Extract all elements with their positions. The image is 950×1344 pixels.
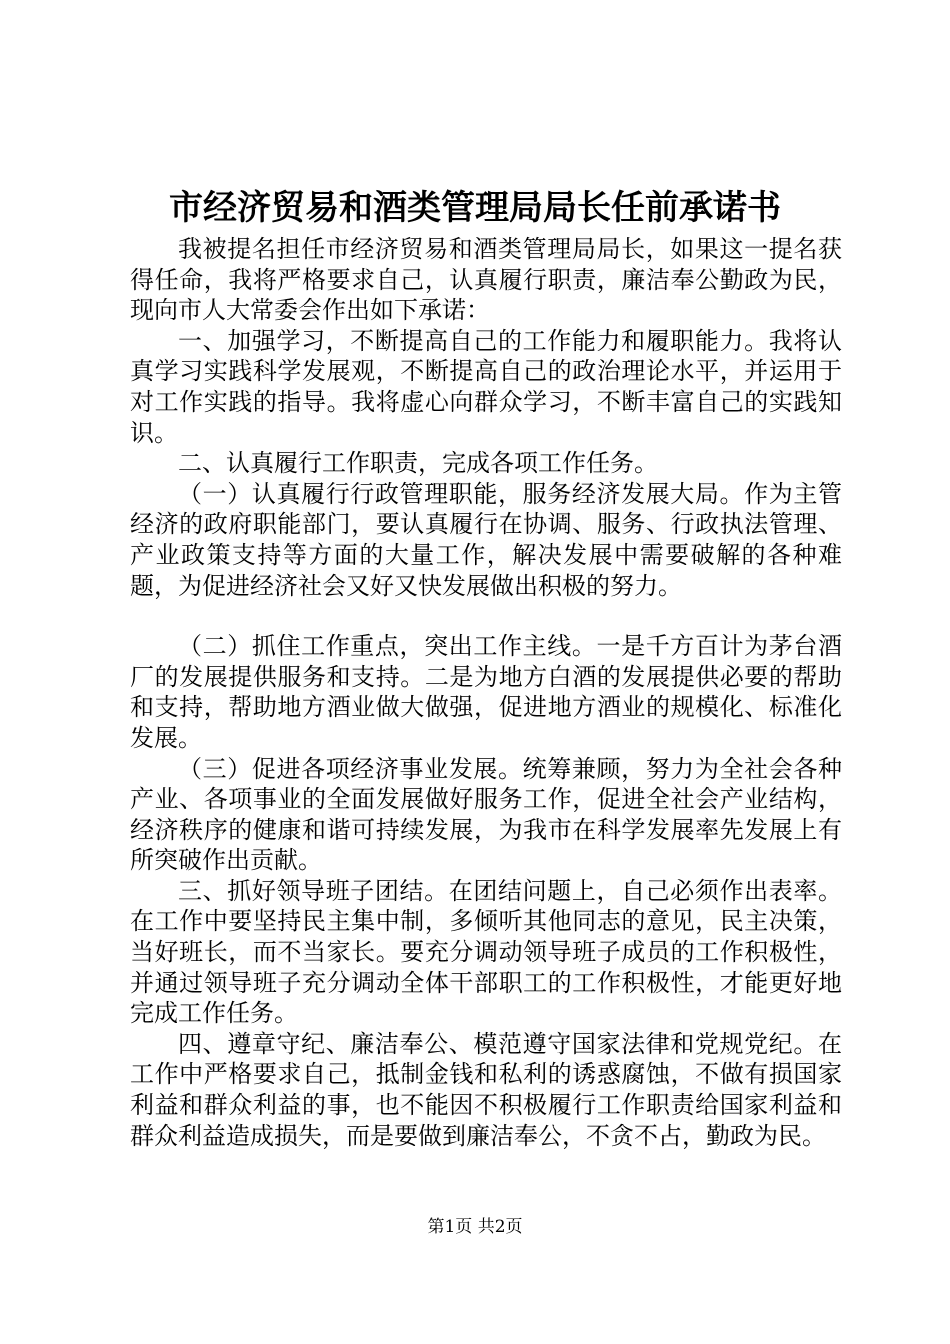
paragraph-section-3: 三、抓好领导班子团结。在团结问题上，自己必须作出表率。在工作中要坚持民主集中制，多倾听其他同志的意见，民主决策，当好班长，而不当家长。要充分调动领导班子成员的工作积极性，并通过领导班子充分调动全体干部职工的工作积极性，才能更好地完成工作任务。 <box>130 876 842 1028</box>
paragraph-section-4: 四、遵章守纪、廉洁奉公、模范遵守国家法律和党规党纪。在工作中严格要求自己，抵制金钱和私利的诱惑腐蚀，不做有损国家利益和群众利益的事，也不能因不积极履行工作职责给国家利益和群众利益造成损失，而是要做到廉洁奉公，不贪不占，勤政为民。 <box>130 1029 842 1150</box>
paragraph-intro: 我被提名担任市经济贸易和酒类管理局局长，如果这一提名获得任命，我将严格要求自己，认真履行职责，廉洁奉公勤政为民，现向市人大常委会作出如下承诺： <box>130 235 842 325</box>
paragraph-section-2: 二、认真履行工作职责，完成各项工作任务。 <box>178 449 658 478</box>
paragraph-section-1: 一、加强学习，不断提高自己的工作能力和履职能力。我将认真学习实践科学发展观，不断提高自己的政治理论水平，并运用于对工作实践的指导。我将虚心向群众学习，不断丰富自己的实践知识。 <box>130 326 842 447</box>
paragraph-section-2-item-2: （二）抓住工作重点，突出工作主线。一是千方百计为茅台酒厂的发展提供服务和支持。二是为地方白酒的发展提供必要的帮助和支持，帮助地方酒业做大做强，促进地方酒业的规模化、标准化发展。 <box>130 632 842 752</box>
document-body <box>130 234 842 1151</box>
document-title: 市经济贸易和酒类管理局局长任前承诺书 <box>169 188 781 228</box>
paragraph-section-2-item-1: （一）认真履行行政管理职能，服务经济发展大局。作为主管经济的政府职能部门，要认真履行在协调、服务、行政执法管理、产业政策支持等方面的大量工作，解决发展中需要破解的各种难题，为促进经济社会又好又快发展做出积极的努力。 <box>130 479 842 600</box>
page-number-footer: 第1页 共2页 <box>427 1217 523 1237</box>
paragraph-section-2-item-3: （三）促进各项经济事业发展。统筹兼顾，努力为全社会各种产业、各项事业的全面发展做好服务工作，促进全社会产业结构，经济秩序的健康和谐可持续发展，为我市在科学发展率先发展上有所突破作出贡献。 <box>130 754 842 875</box>
